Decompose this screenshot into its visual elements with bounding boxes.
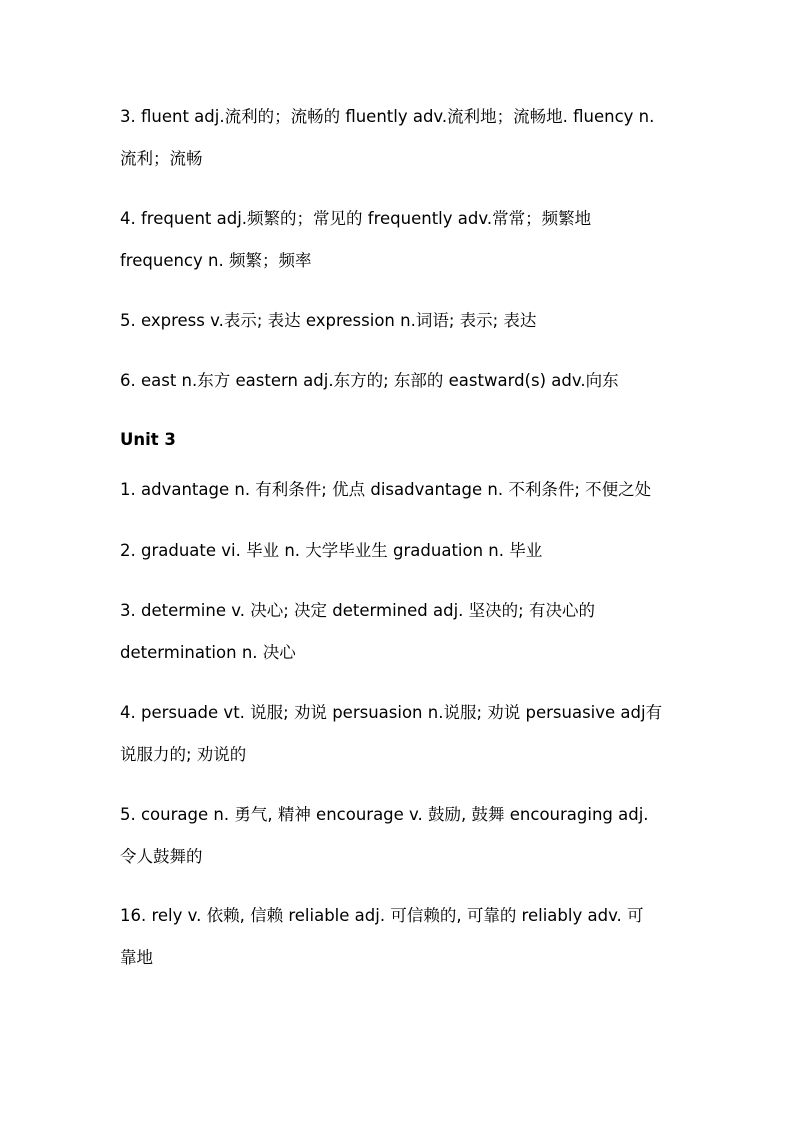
vocab-entry-graduate (120, 530, 680, 572)
vocab-entry-fluent (120, 96, 680, 180)
entry-line: 流利；流畅 (120, 149, 203, 168)
vocab-entry-advantage (120, 469, 680, 511)
entry-line: 1. advantage n. 有利条件; 优点 disadvantage n. 不利条件; 不便之处 (120, 480, 652, 499)
entry-line: 6. east n.东方 eastern adj.东方的; 东部的 eastward(s) adv.向东 (120, 371, 619, 390)
entry-line: 2. graduate vi. 毕业 n. 大学毕业生 graduation n. 毕业 (120, 541, 543, 560)
entry-line: 靠地 (120, 948, 153, 967)
entry-line: 说服力的; 劝说的 (120, 745, 247, 764)
vocab-entry-courage (120, 794, 680, 878)
entry-line: 3. determine v. 决心; 决定 determined adj. 坚决的; 有决心的 (120, 601, 595, 620)
vocab-entry-rely (120, 895, 680, 979)
entry-line: 4. frequent adj.频繁的；常见的 frequently adv.常常；频繁地 (120, 209, 592, 228)
vocab-entry-determine (120, 590, 680, 674)
entry-line: 3. fluent adj.流利的；流畅的 fluently adv.流利地；流畅地. fluency n. (120, 107, 655, 126)
entry-line: 5. courage n. 勇气, 精神 encourage v. 鼓励, 鼓舞 encouraging adj. (120, 805, 649, 824)
entry-line: 4. persuade vt. 说服; 劝说 persuasion n.说服; 劝说 persuasive adj有 (120, 703, 663, 722)
entry-line: frequency n. 频繁；频率 (120, 251, 312, 270)
vocab-entry-frequent (120, 198, 680, 282)
entry-line: 16. rely v. 依赖, 信赖 reliable adj. 可信赖的, 可靠的 reliably adv. 可 (120, 906, 644, 925)
vocab-entry-east (120, 360, 680, 402)
entry-line: determination n. 决心 (120, 643, 296, 662)
section-heading: Unit 3 (120, 430, 176, 449)
entry-line: 令人鼓舞的 (120, 847, 203, 866)
vocab-entry-express (120, 300, 680, 342)
entry-line: 5. express v.表示; 表达 expression n.词语; 表示; 表达 (120, 311, 537, 330)
vocab-entry-persuade (120, 692, 680, 776)
